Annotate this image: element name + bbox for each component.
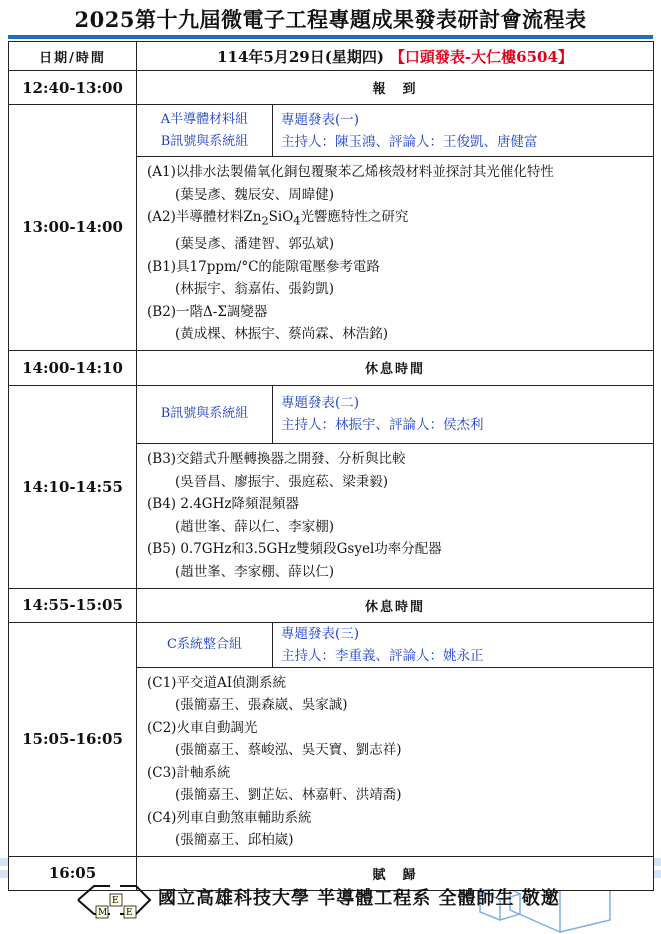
session-hosts: 主持人：陳玉鴻、評論人：王俊凱、唐健富 xyxy=(281,133,538,150)
location-text: 【口頭發表-大仁樓6504】 xyxy=(389,47,573,66)
session-groups xyxy=(137,385,273,443)
paper-authors: (趙世峯、李家棚、薛以仁) xyxy=(175,563,335,580)
page-title: 2025第十九屆微電子工程專題成果發表研討會流程表 xyxy=(74,7,587,32)
time-cell: 12:40-13:00 xyxy=(9,71,137,105)
group-label: A半導體材料組 xyxy=(160,111,249,127)
title-underline xyxy=(8,35,653,39)
paper-authors: (林振宇、翁嘉佑、張鈞凱) xyxy=(175,281,335,298)
paper-title: (B1)具17ppm/°C的能隙電壓參考電路 xyxy=(147,258,380,275)
logo-letter: E xyxy=(126,908,133,918)
session-info xyxy=(273,105,654,157)
paper-title: (C3)計軸系統 xyxy=(147,764,231,781)
time-cell: 14:10-14:55 xyxy=(9,385,137,588)
date-time-header: 日期/時間 xyxy=(9,42,137,71)
paper-list xyxy=(137,667,654,856)
paper-authors: (吳晉昌、廖振宇、張庭菘、梁秉毅) xyxy=(175,473,389,490)
session-title: 專題發表(三) xyxy=(281,625,360,642)
paper-title: (A1)以排水法製備氧化銅包覆聚苯乙烯核殼材料並探討其光催化特性 xyxy=(147,164,554,180)
footer-invitation: 國立高雄科技大學 半導體工程系 全體師生 敬邀 xyxy=(158,888,560,909)
session-info xyxy=(273,622,654,667)
date-text: 114年5月29日(星期四) xyxy=(217,47,384,66)
break-label: 休息時間 xyxy=(137,350,654,385)
paper-title: (B2)一階Δ-Σ調變器 xyxy=(147,303,268,320)
break-label: 休息時間 xyxy=(137,588,654,622)
paper-authors: (張簡嘉王、邱柏崴) xyxy=(175,832,294,849)
paper-title: (C1)平交道AI偵測系統 xyxy=(147,674,287,691)
paper-list xyxy=(137,157,654,351)
paper-authors: (張簡嘉王、劉芷妘、林嘉軒、洪靖喬) xyxy=(175,787,402,804)
paper-title: (A2)半導體材料$Zn_2SiO_4$光響應特性之研究 xyxy=(147,209,409,228)
paper-authors: (葉旻彥、潘建智、郭弘斌) xyxy=(175,236,335,253)
paper-title: (B3)交錯式升壓轉換器之開發、分析與比較 xyxy=(147,451,406,468)
logo-letter: M xyxy=(98,908,108,918)
session-groups xyxy=(137,105,273,157)
paper-title: (C4)列車自動煞車輔助系統 xyxy=(147,809,312,826)
paper-title: (B5) 0.7GHz和3.5GHz雙頻段Gsyel功率分配器 xyxy=(147,541,442,558)
departure-label: 賦 歸 xyxy=(137,856,654,890)
session-title: 專題發表(二) xyxy=(281,395,360,412)
registration-label: 報 到 xyxy=(137,71,654,105)
date-header xyxy=(137,42,654,71)
paper-authors: (張簡嘉王、張森崴、吳家誠) xyxy=(175,697,348,714)
paper-list xyxy=(137,443,654,588)
group-label: B訊號與系統組 xyxy=(160,133,249,149)
session-hosts: 主持人：林振宇、評論人：侯杰利 xyxy=(281,417,484,434)
time-cell: 13:00-14:00 xyxy=(9,105,137,351)
paper-authors: (葉旻彥、魏辰安、周暐健) xyxy=(175,186,335,203)
group-label: B訊號與系統組 xyxy=(160,406,249,422)
paper-authors: (張簡嘉王、蔡峻泓、吳天寶、劉志祥) xyxy=(175,742,402,759)
session-info xyxy=(273,385,654,443)
logo-letter: E xyxy=(112,896,119,906)
group-label: C系統整合組 xyxy=(167,636,242,652)
session-title: 專題發表(一) xyxy=(281,111,360,128)
paper-title: (C2)火車自動調光 xyxy=(147,719,258,736)
time-cell: 16:05 xyxy=(9,856,137,890)
paper-authors: (黃成棵、林振宇、蔡尚霖、林浩銘) xyxy=(175,326,389,343)
session-hosts: 主持人：李重義、評論人：姚永正 xyxy=(281,647,484,664)
time-cell: 15:05-16:05 xyxy=(9,622,137,856)
schedule-table xyxy=(8,41,654,891)
session-groups xyxy=(137,622,273,667)
time-cell: 14:00-14:10 xyxy=(9,350,137,385)
paper-title: (B4) 2.4GHz降頻混頻器 xyxy=(147,496,299,513)
department-logo-icon xyxy=(70,878,160,924)
time-cell: 14:55-15:05 xyxy=(9,588,137,622)
paper-authors: (趙世峯、薛以仁、李家棚) xyxy=(175,518,335,535)
